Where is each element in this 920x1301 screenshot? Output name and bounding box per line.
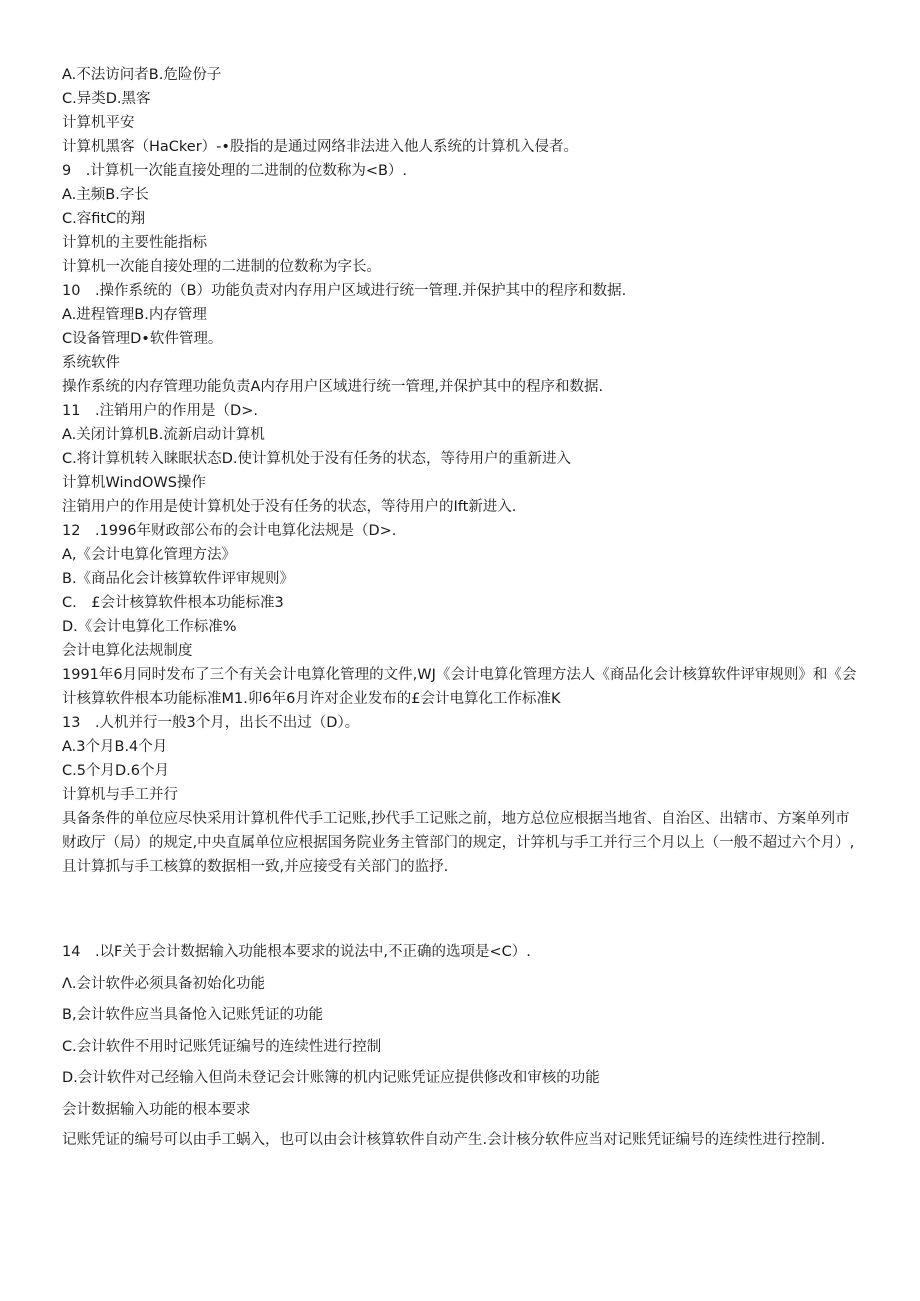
option-line: C.将计算机转入睐眠状态D.使计算机处于没有任务的状态，等待用户的重新进入 (62, 451, 572, 467)
option-line: C设备管理D•软件管理。 (62, 331, 223, 347)
option-line: A.3个月B.4个月 (62, 739, 168, 755)
question-line: 13 .人机并行一般3个月，出长不出过（D）。 (62, 715, 360, 731)
option-line: A.主频B.字长 (62, 187, 149, 203)
explanation-line: 计算机一次能自接处理的二进制的位数称为字长。 (62, 259, 381, 275)
document-page (62, 63, 862, 1155)
topic-line: 计算机与手工并行 (62, 787, 178, 803)
question-line: 9 .计算机一次能直接处理的二进制的位数称为<B）. (62, 163, 408, 179)
topic-line: 系统软件 (62, 355, 120, 371)
topic-line: 会计数据输入功能的根本要求 (62, 1101, 251, 1118)
topic-line: 计算机的主要性能指标 (62, 235, 207, 251)
option-line: A.不法访问者B.危险份子 (62, 67, 222, 83)
option-line: Λ.会计软件必须具备初始化功能 (62, 975, 266, 992)
option-line: C. £会计核算软件根本功能标准3 (62, 595, 284, 611)
explanation-line: 操作系统的内存管理功能负责A内存用户区域进行统一管理,并保护其中的程序和数据. (62, 379, 604, 395)
explanation-paragraph: 具备条件的单位应尽快采用计算机件代手工记账,抄代手工记账之前，地方总位应根据当地省、自治区、出辖市、方案单列市财政厅（局）的规定,中央直属单位应根据国务院业务主管部门的规定，计笄机与手工并行三个月以上（一般不超过六个月）,且计算抓与手工核算的数据相一致,并应接受有关部门的监抒. (62, 811, 855, 875)
question-line: 11 .注销用户的作用是（D>. (62, 403, 258, 419)
option-line: D.会计软件对己经输入但尚未登记会计账簿的机内记账凭证应提供修改和审核的功能 (62, 1070, 600, 1086)
option-line: C.5个月D.6个月 (62, 763, 169, 779)
option-line: C.容fitC的翔 (62, 211, 146, 227)
topic-line: 计算机WindOWS操作 (62, 475, 206, 491)
explanation-line: 计算机黑客（HaCker）-•股指的是通过网络非法进入他人系统的计算机入侵者。 (62, 139, 578, 155)
option-line: B.《商品化会计核算软件评审规则》 (62, 571, 295, 587)
option-line: C.异类D.黑客 (62, 91, 151, 107)
option-line: B,会计软件应当具备怆入记账凭证的功能 (62, 1007, 324, 1023)
question-line: 14 .以F关于会计数据输入功能根本要求的说法中,不正确的选项是<C）. (62, 944, 531, 960)
topic-line: 会计电算化法规制度 (62, 643, 193, 659)
explanation-paragraph: 记账凭证的编号可以由手工蜗入，也可以由会计核算软件自动产生.会计核分软件应当对记账凭证编号的连续性进行控制. (62, 1132, 826, 1148)
explanation-line: 注销用户的作用是使计算机处于没有任务的状态，等待用户的Ift新进入. (62, 499, 517, 515)
option-line: A,《会计电算化管理方法》 (62, 547, 237, 563)
option-line: C.会计软件不用时记账凭证编号的连续性进行控制 (62, 1038, 382, 1055)
section-one (62, 63, 862, 879)
option-line: A.进程管理B.内存管理 (62, 307, 207, 323)
topic-line: 计算机平安 (62, 115, 135, 131)
explanation-paragraph: 1991年6月同时发布了三个有关会计电算化管理的文件,WJ《会计电算化管理方法人《商品化会计核算软件评审规则》和《会计核算软件根本功能标准M1.卯6年6月许对企业发布的£会计电算化工作标准K (62, 667, 857, 707)
question-line: 10 .操作系统的（B）功能负责对内存用户区域进行统一管理.并保护其中的程序和数据. (62, 283, 627, 299)
option-line: A.关闭计算机B.流新启动计算机 (62, 427, 265, 443)
option-line: D.《会计电算化工作标准% (62, 619, 237, 635)
section-two (62, 937, 862, 1155)
section-gap (62, 879, 862, 937)
question-line: 12 .1996年财政部公布的会计电算化法规是（D>. (62, 523, 397, 539)
